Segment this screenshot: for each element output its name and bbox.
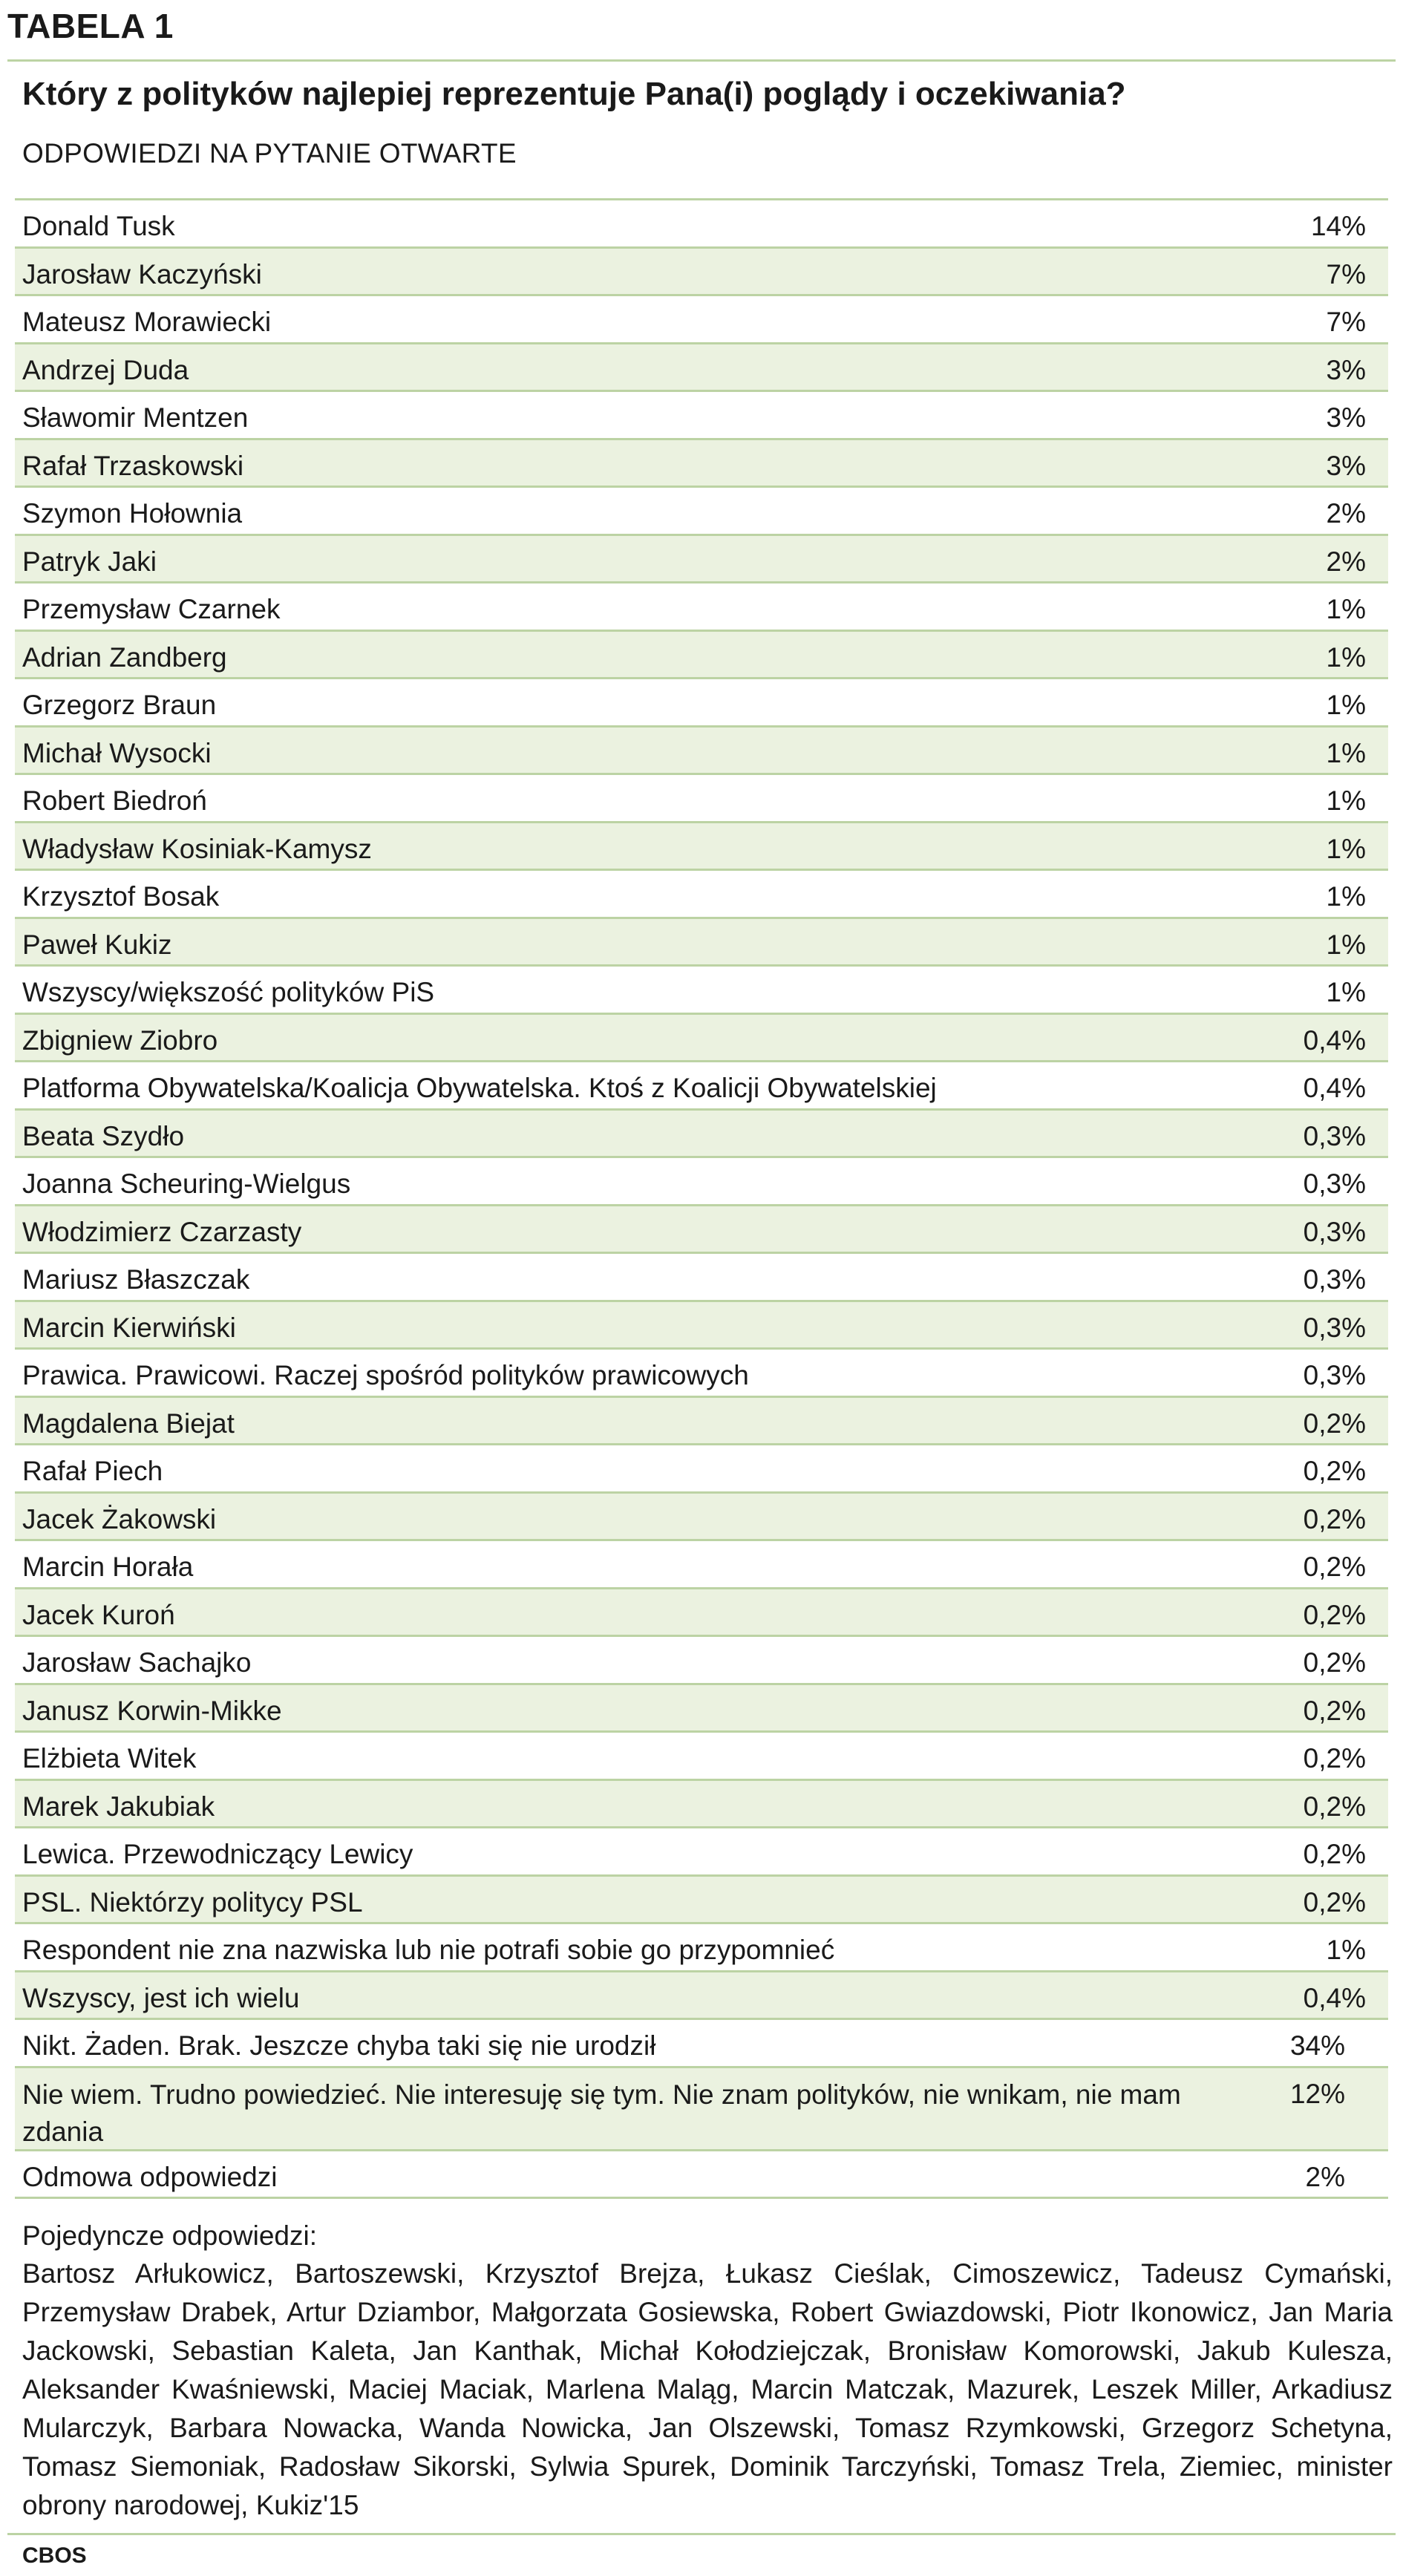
table-row (15, 344, 1388, 393)
row-label: Robert Biedroń (22, 785, 207, 816)
table-row (15, 1494, 1388, 1542)
row-label: Adrian Zandberg (22, 641, 227, 673)
row-value: 0,3% (1303, 1264, 1366, 1295)
row-value: 1% (1326, 929, 1366, 960)
table-row (15, 2020, 1388, 2068)
table-row (15, 1637, 1388, 1685)
row-value: 0,2% (1303, 1743, 1366, 1774)
row-label: Marcin Horała (22, 1552, 194, 1582)
table-row (15, 1158, 1388, 1206)
row-value: 2% (1326, 546, 1366, 577)
table-row (15, 2068, 1388, 2151)
row-label: Beata Szydło (22, 1120, 185, 1151)
bottom-divider (7, 2533, 1396, 2535)
row-label: Patryk Jaki (22, 546, 157, 577)
row-value: 1% (1326, 690, 1366, 720)
row-label: Odmowa odpowiedzi (22, 2161, 278, 2192)
row-value: 0,4% (1303, 1073, 1366, 1103)
row-label: Krzysztof Bosak (22, 881, 220, 912)
table-row (15, 1828, 1388, 1877)
table-row (15, 392, 1388, 440)
row-label: Mariusz Błaszczak (22, 1264, 250, 1295)
row-label: PSL. Niektórzy politycy PSL (22, 1886, 363, 1918)
row-value: 0,3% (1303, 1216, 1366, 1247)
row-value: 0,2% (1303, 1791, 1366, 1822)
row-label: Magdalena Biejat (22, 1408, 235, 1439)
table-row (15, 1972, 1388, 2021)
row-value: 0,3% (1303, 1360, 1366, 1390)
row-label: Nikt. Żaden. Brak. Jeszcze chyba taki się nie urodził (22, 2030, 656, 2061)
row-label: Władysław Kosiniak-Kamysz (22, 833, 372, 864)
table-row (15, 583, 1388, 632)
row-value: 0,2% (1303, 1886, 1366, 1918)
row-value: 3% (1326, 354, 1366, 385)
row-label: Michał Wysocki (22, 737, 212, 768)
row-value: 14% (1310, 211, 1366, 241)
table-row (15, 488, 1388, 536)
results-table (15, 198, 1388, 2199)
table-row (15, 1781, 1388, 1829)
row-value: 0,2% (1303, 1647, 1366, 1678)
table-row (15, 1254, 1388, 1302)
table-row (15, 440, 1388, 488)
row-value: 1% (1326, 641, 1366, 673)
top-divider (7, 59, 1396, 62)
row-label: Włodzimierz Czarzasty (22, 1216, 302, 1247)
row-label: Zbigniew Ziobro (22, 1024, 218, 1056)
row-label: Mateusz Morawiecki (22, 307, 272, 337)
row-label: Respondent nie zna nazwiska lub nie potrafi sobie go przypomnieć (22, 1935, 835, 1965)
row-value: 0,2% (1303, 1503, 1366, 1534)
row-label: Jarosław Kaczyński (22, 258, 262, 290)
row-value: 3% (1326, 402, 1366, 433)
table-row (15, 200, 1388, 249)
table-row (15, 679, 1388, 728)
table-row (15, 1062, 1388, 1111)
row-value: 34% (1289, 2030, 1345, 2061)
table-row (15, 1350, 1388, 1398)
table-row (15, 1589, 1388, 1638)
row-label: Prawica. Prawicowi. Raczej spośród polityków prawicowych (22, 1360, 749, 1390)
table-row (15, 823, 1388, 872)
row-label: Platforma Obywatelska/Koalicja Obywatelska. Ktoś z Koalicji Obywatelskiej (22, 1073, 937, 1103)
single-answers-title: Pojedyncze odpowiedzi: (22, 2220, 317, 2251)
row-value: 0,3% (1303, 1120, 1366, 1151)
question-heading: Który z polityków najlepiej reprezentuje Pana(i) poglądy i oczekiwania? (22, 76, 1126, 112)
table-label: TABELA 1 (7, 7, 174, 45)
row-label: Przemysław Czarnek (22, 594, 281, 624)
row-label: Rafał Trzaskowski (22, 450, 244, 481)
row-label: Marcin Kierwiński (22, 1312, 236, 1343)
table-row (15, 967, 1388, 1015)
table-row (15, 871, 1388, 919)
table-row (15, 1302, 1388, 1350)
row-value: 7% (1326, 258, 1366, 290)
table-row (15, 296, 1388, 344)
row-value: 0,4% (1303, 1024, 1366, 1056)
row-value: 1% (1326, 594, 1366, 624)
subtitle: ODPOWIEDZI NA PYTANIE OTWARTE (22, 138, 517, 169)
row-value: 0,2% (1303, 1408, 1366, 1439)
table-row (15, 1015, 1388, 1063)
row-value: 3% (1326, 450, 1366, 481)
row-label: Jacek Żakowski (22, 1503, 217, 1534)
row-label: Wszyscy/większość polityków PiS (22, 977, 435, 1007)
table-row (15, 1685, 1388, 1733)
row-label: Sławomir Mentzen (22, 402, 249, 433)
row-value: 2% (1305, 2161, 1345, 2192)
row-value: 0,2% (1303, 1695, 1366, 1726)
table-row (15, 1877, 1388, 1925)
table-row (15, 775, 1388, 823)
row-label: Nie wiem. Trudno powiedzieć. Nie interesuję się tym. Nie znam polityków, nie wnikam, nie mam zdania (22, 2079, 1181, 2147)
row-label: Wszyscy, jest ich wielu (22, 1982, 300, 2013)
row-value: 0,3% (1303, 1312, 1366, 1343)
row-value: 1% (1326, 881, 1366, 912)
table-row (15, 1398, 1388, 1446)
single-answers (22, 2217, 1393, 2525)
single-answers-text: Bartosz Arłukowicz, Bartoszewski, Krzysztof Brejza, Łukasz Cieślak, Cimoszewicz, Tadeusz Cymański, Przemysław Drabek, Artur Dziambor, Małgorzata Gosiewska, Robert Gwiazdowski, Piotr Ikonowicz, Jan Maria Jackowski, Sebastian Kaleta, Jan Kanthak, Michał Kołodziejczak, Bronisław Komorowski, Jakub Kulesza, Aleksander Kwaśniewski, Maciej Maciak, Marlena Maląg, Marcin Matczak, Mazurek, Leszek Miller, Arkadiusz Mularczyk, Barbara Nowacka, Wanda Nowicka, Jan Olszewski, Tomasz Rzymkowski, Grzegorz Schetyna, Tomasz Siemoniak, Radosław Sikorski, Sylwia Spurek, Dominik Tarczyński, Tomasz Trela, Ziemiec, minister obrony narodowej, Kukiz'15 (22, 2258, 1393, 2520)
row-value: 0,2% (1303, 1552, 1366, 1582)
row-label: Elżbieta Witek (22, 1743, 197, 1774)
table-row (15, 249, 1388, 297)
row-label: Grzegorz Braun (22, 690, 217, 720)
row-value: 1% (1326, 833, 1366, 864)
row-value: 7% (1326, 307, 1366, 337)
row-label: Marek Jakubiak (22, 1791, 215, 1822)
table-row (15, 1445, 1388, 1494)
table-row (15, 1733, 1388, 1781)
row-label: Joanna Scheuring-Wielgus (22, 1168, 351, 1199)
row-label: Szymon Hołownia (22, 498, 243, 529)
row-value: 1% (1326, 1935, 1366, 1965)
row-value: 0,2% (1303, 1456, 1366, 1486)
row-value: 0,2% (1303, 1839, 1366, 1869)
table-row (15, 632, 1388, 680)
row-value: 12% (1289, 2078, 1345, 2109)
row-label: Paweł Kukiz (22, 929, 172, 960)
row-label: Donald Tusk (22, 211, 175, 241)
table-row (15, 536, 1388, 584)
row-value: 1% (1326, 785, 1366, 816)
row-label: Andrzej Duda (22, 354, 189, 385)
row-label: Janusz Korwin-Mikke (22, 1695, 282, 1726)
row-value: 0,3% (1303, 1168, 1366, 1199)
table-row (15, 2151, 1388, 2200)
row-value: 1% (1326, 737, 1366, 768)
table-row (15, 1541, 1388, 1589)
row-label: Jacek Kuroń (22, 1599, 175, 1630)
table-row (15, 1924, 1388, 1972)
row-value: 0,4% (1303, 1982, 1366, 2013)
row-label: Jarosław Sachajko (22, 1647, 252, 1678)
source-label: CBOS (22, 2543, 87, 2568)
row-value: 0,2% (1303, 1599, 1366, 1630)
table-row (15, 1111, 1388, 1159)
table-row (15, 919, 1388, 967)
row-label: Lewica. Przewodniczący Lewicy (22, 1839, 413, 1869)
row-value: 1% (1326, 977, 1366, 1007)
table-row (15, 1206, 1388, 1255)
table-row (15, 728, 1388, 776)
row-label: Rafał Piech (22, 1456, 163, 1486)
row-value: 2% (1326, 498, 1366, 529)
